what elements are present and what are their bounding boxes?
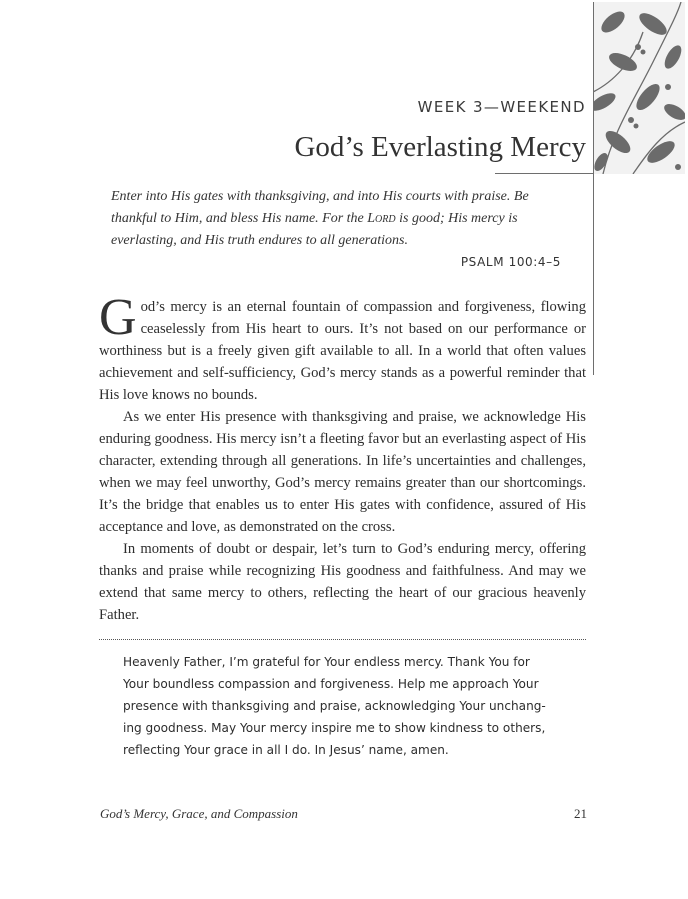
decorative-horizontal-rule xyxy=(495,173,594,174)
page-number: 21 xyxy=(574,806,587,821)
paragraph-1-text: od’s mercy is an eternal fountain of compassion and forgiveness, flowing ceaselessly from His heart to ours. It’s not based on our performance or worthiness but is a freely given gift available to all. In a world that often values achievement and self-sufficiency, God’s mercy stands as a powerful reminder that His love knows no bounds. xyxy=(99,299,586,403)
devotional-body xyxy=(99,289,586,626)
scripture-text-1: Enter into His gates with thanksgiving, and into His courts with praise. Be thankful to Him, and bless His name. For the xyxy=(111,189,529,226)
footer-section-title: God’s Mercy, Grace, and Compassion xyxy=(100,806,298,821)
decorative-vertical-rule xyxy=(593,2,594,375)
scripture-reference: PSALM 100:4–5 xyxy=(460,255,561,269)
scripture-text-2: is good; His mercy is everlasting, and His truth endures to all generations. xyxy=(111,211,518,248)
botanical-leaf-pattern-icon xyxy=(593,2,685,174)
dotted-divider xyxy=(99,639,586,640)
paragraph-3: In moments of doubt or despair, let’s turn to God’s enduring mercy, offering thanks and praise while recognizing His goodness and faithfulness. And may we extend that same mercy to others, reflecting the heart of our gracious heavenly Father. xyxy=(99,541,586,623)
paragraph-2: As we enter His presence with thanksgiving and praise, we acknowledge His enduring goodness. His mercy isn’t a fleeting favor but an everlasting aspect of His character, extending through all generations. In life’s uncertainties and challenges, when we may feel unworthy, God’s mercy remains greater than our shortcomings. It’s the bridge that enables us to enter His gates with confidence, assured of His acceptance and love, as demonstrated on the cross. xyxy=(99,409,586,535)
scripture-lord: Lord xyxy=(367,211,396,226)
page-title: God’s Everlasting Mercy xyxy=(294,131,586,163)
scripture-quote xyxy=(111,186,561,252)
prayer-text: Heavenly Father, I’m grateful for Your endless mercy. Thank You for Your boundless compassion and forgiveness. Help me approach Your presence with thanksgiving and praise, acknowledging Your unchang- ing goodness. May Your mercy inspire me to show kindness to others, reflecting Your grace in all I do. In Jesus’ name, amen. xyxy=(123,655,546,757)
week-label: WEEK 3—WEEKEND xyxy=(417,98,586,116)
paragraph-1 xyxy=(99,289,586,406)
drop-cap: G xyxy=(99,289,137,346)
